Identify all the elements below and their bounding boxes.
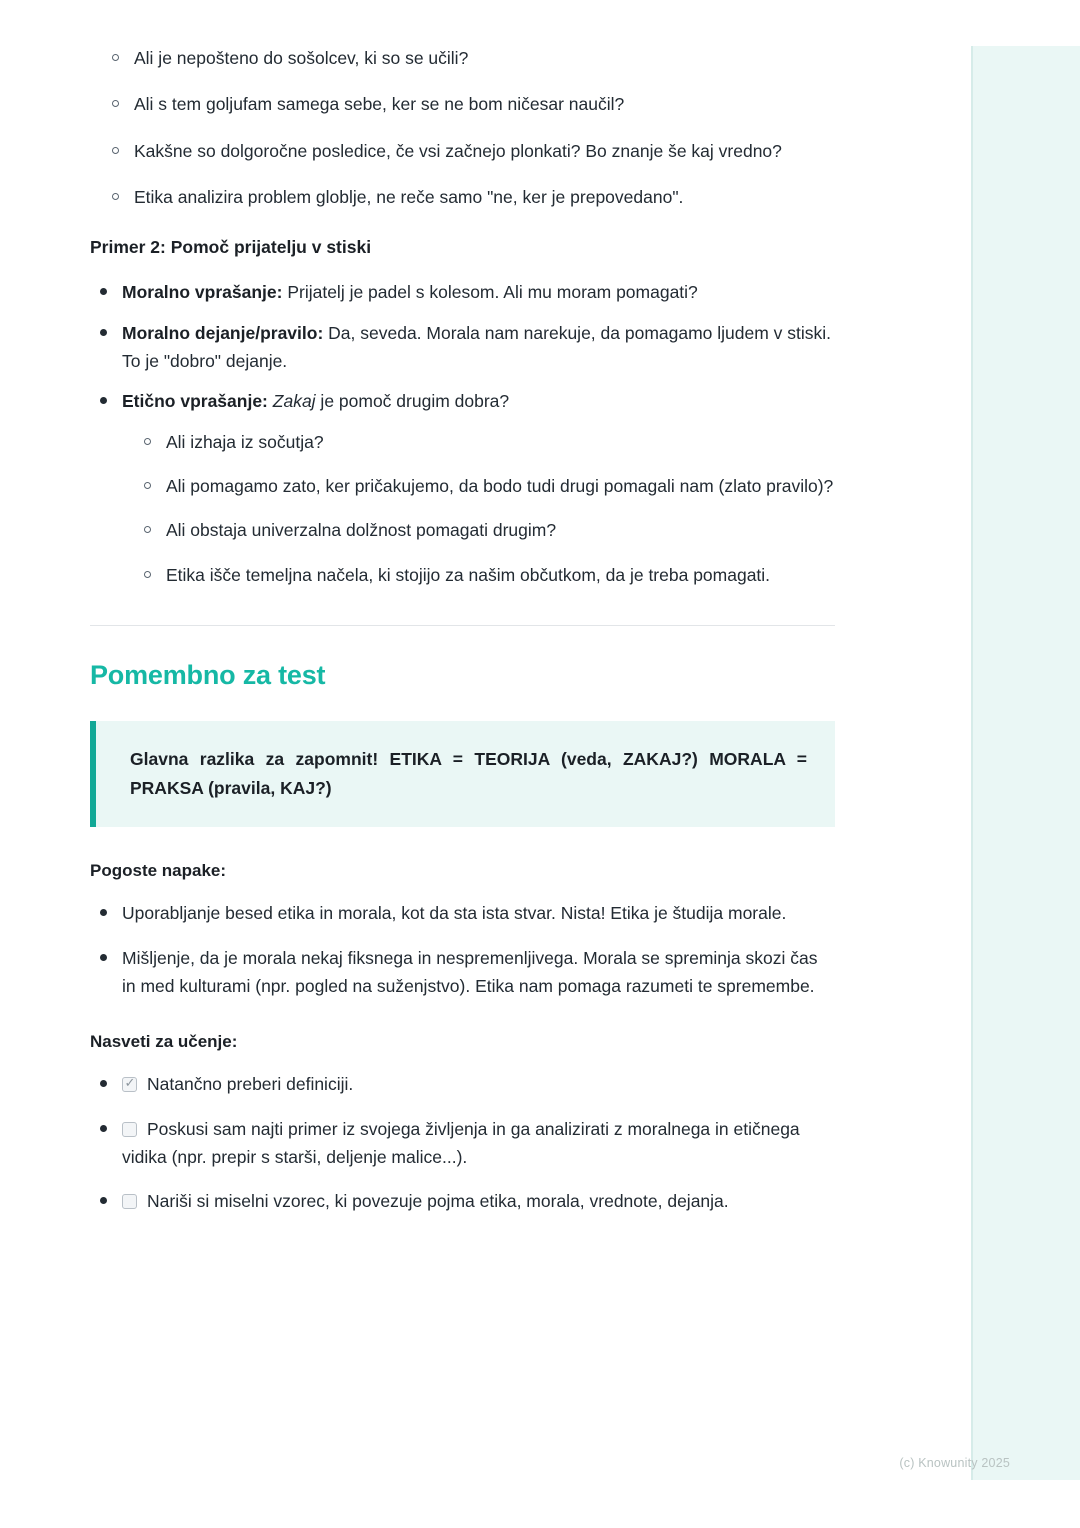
list-item [90, 944, 835, 1001]
list-item-text: Ali je nepošteno do sošolcev, ki so se učili? [134, 48, 469, 68]
list-item [122, 561, 835, 589]
callout-box: Glavna razlika za zapomnit! ETIKA = TEORIJA (veda, ZAKAJ?) MORALA = PRAKSA (pravila, KAJ?) [90, 721, 835, 827]
list-item [122, 428, 835, 456]
list-item [90, 1070, 835, 1098]
list-item [90, 1187, 835, 1215]
list-item-text: Poskusi sam najti primer iz svojega življenja in ga analizirati z moralnega in etičnega vidika (npr. prepir s starši, deljenje malice...). [122, 1118, 800, 1167]
list-item-text: Kakšne so dolgoročne posledice, če vsi začnejo plonkati? Bo znanje še kaj vredno? [134, 140, 782, 161]
example2-heading: Primer 2: Pomoč prijatelju v stiski [90, 237, 372, 258]
list-item-text: Ali izhaja iz sočutja? [166, 431, 324, 452]
checkbox-icon[interactable] [122, 1122, 137, 1137]
list-item-text: Prijatelj je padel s kolesom. Ali mu moram pomagati? [282, 282, 698, 303]
list-item-text: Natančno preberi definiciji. [147, 1074, 354, 1095]
list-item-text: Da, seveda. Morala nam narekuje, da pomagamo ljudem v stiski. To je "dobro" dejanje. [122, 322, 832, 372]
list-item-text: Ali obstaja univerzalna dolžnost pomagati drugim? [166, 520, 557, 541]
list-item-text: Mišljenje, da je morala nekaj fiksnega in nespremenljivega. Morala se spreminja skozi čas in med kulturami (npr. pogled na suženjstvo). Etika nam pomaga razumeti te spremembe. [122, 947, 818, 996]
list-item-text: Uporabljanje besed etika in morala, kot da sta ista stvar. Nista! Etika je študija morale. [122, 903, 787, 924]
study-tips-list [90, 1070, 835, 1215]
list-item-text: Ali pomagamo zato, ker pričakujemo, da bodo tudi drugi pomagali nam (zlato pravilo)? [166, 476, 834, 497]
list-item-lead: Moralno dejanje/pravilo: [122, 322, 324, 343]
common-mistakes-heading: Pogoste napake: [90, 861, 227, 881]
side-panel-divider [971, 46, 973, 1480]
checkbox-icon[interactable] [122, 1194, 137, 1209]
right-side-panel [972, 46, 1080, 1480]
checkbox-icon[interactable] [122, 1077, 137, 1092]
list-item-text: Etika analizira problem globlje, ne reče samo "ne, ker je prepovedano". [134, 187, 684, 208]
list-item [90, 319, 835, 376]
list-item-lead: Etično vprašanje: [122, 391, 268, 412]
section-divider [90, 625, 835, 626]
example2-sublist [122, 428, 835, 589]
list-item [90, 90, 835, 118]
list-item-text: Etika išče temeljna načela, ki stojijo za našim občutkom, da je treba pomagati. [166, 564, 771, 585]
list-item [90, 183, 835, 211]
example1-sublist [90, 44, 835, 211]
study-tips-heading: Nasveti za učenje: [90, 1032, 238, 1052]
list-item [90, 137, 835, 165]
list-item-text: je pomoč drugim dobra? [315, 391, 510, 412]
list-item [90, 44, 835, 72]
document-content [90, 44, 835, 1232]
list-item [90, 1115, 835, 1172]
list-item-lead: Moralno vprašanje: [122, 282, 283, 303]
watermark: (c) Knowunity 2025 [899, 1456, 1010, 1470]
common-mistakes-list [90, 899, 835, 1000]
list-item-ethical-question [90, 387, 835, 589]
list-item-text: Nariši si miselni vzorec, ki povezuje pojma etika, morala, vrednote, dejanja. [147, 1191, 729, 1212]
list-item [122, 516, 835, 544]
list-item [122, 472, 835, 500]
list-item [90, 278, 835, 306]
list-item-text: Ali s tem goljufam samega sebe, ker se ne bom ničesar naučil? [134, 94, 625, 115]
list-item-emphasis: Zakaj [272, 391, 316, 412]
list-item [90, 899, 835, 927]
page-title: Pomembno za test [90, 660, 326, 691]
example2-list [90, 278, 835, 589]
